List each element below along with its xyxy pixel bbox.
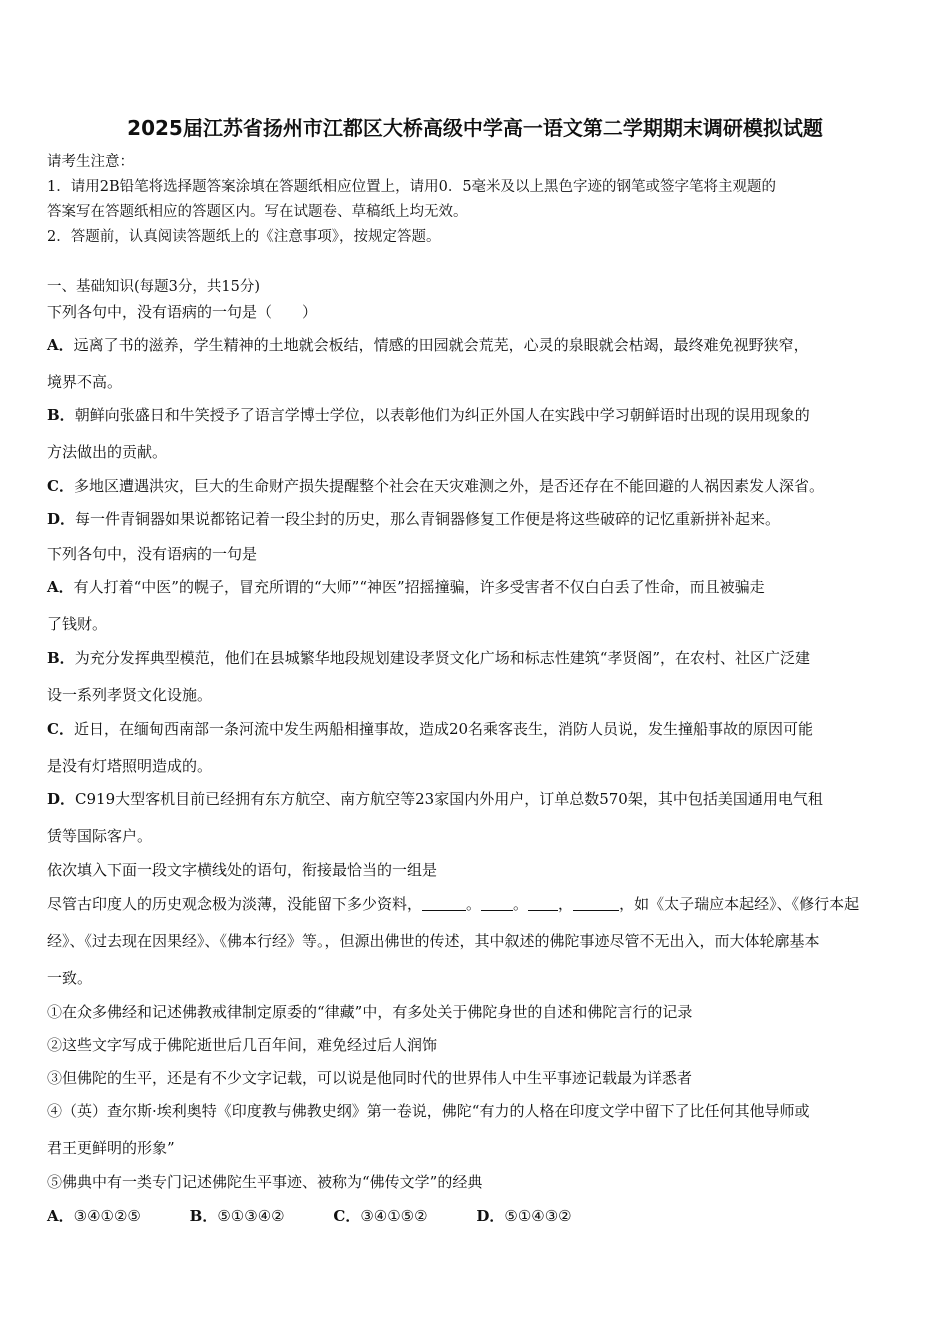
passage-text: ，如《太子瑞应本起经》、《修行本起 [619, 895, 860, 913]
option-text: 有人打着“中医”的幌子，冒充所谓的“大师”“神医”招摇撞骗，许多受害者不仅白白丢了性命，而且被骗走 [73, 578, 765, 596]
q1-option-a-cont: 境界不高。 [47, 373, 123, 391]
choice-a [47, 1207, 141, 1225]
q1-option-b [47, 406, 810, 424]
fill-blank [573, 896, 619, 911]
q3-sentence-2: ②这些文字写成于佛陀逝世后几百年间，难免经过后人润饰 [47, 1036, 438, 1054]
option-text: 为充分发挥典型模范，他们在县城繁华地段规划建设孝贤文化广场和标志性建筑“孝贤阁”，在农村、社区广泛建 [74, 649, 811, 667]
passage-text: 尽管古印度人的历史观念极为淡薄，没能留下多少资料， [47, 895, 423, 913]
q2-option-b [47, 649, 810, 667]
q3-stem: 依次填入下面一段文字横线处的语句，衔接最恰当的一组是 [47, 861, 438, 879]
q3-sentence-4-cont: 君王更鲜明的形象” [47, 1139, 175, 1157]
choice-d [476, 1207, 571, 1225]
passage-punct: 。 [466, 895, 482, 913]
choice-b [190, 1207, 285, 1225]
choice-text: ⑤①④③② [504, 1207, 572, 1225]
choice-text: ⑤①③④② [217, 1207, 285, 1225]
q1-stem: 下列各句中，没有语病的一句是（ ） [47, 303, 318, 321]
q1-option-c [47, 477, 824, 495]
q3-passage-line-3: 一致。 [47, 969, 93, 987]
fill-blank [422, 896, 466, 911]
q3-passage-line-1 [47, 895, 859, 913]
section-heading: 一、基础知识(每题3分，共15分) [47, 279, 260, 295]
option-text: 远离了书的滋养，学生精神的土地就会板结，情感的田园就会荒芜，心灵的泉眼就会枯竭，最终难免视野狭窄， [73, 336, 809, 354]
fill-blank [481, 896, 513, 911]
notice-item-1: 1．请用2B铅笔将选择题答案涂填在答题纸相应位置上，请用0．5毫米及以上黑色字迹的钢笔或签字笔将主观题的 [47, 179, 777, 195]
fill-blank [528, 896, 558, 911]
q2-option-c-cont: 是没有灯塔照明造成的。 [47, 757, 213, 775]
q2-option-b-cont: 设一系列孝贤文化设施。 [47, 686, 213, 704]
q3-sentence-4: ④（英）查尔斯·埃利奥特《印度教与佛教史纲》第一卷说，佛陀“有力的人格在印度文学中留下了比任何其他导师或 [47, 1102, 810, 1120]
option-label: A． [47, 578, 74, 596]
q3-sentence-3: ③但佛陀的生平，还是有不少文字记载，可以说是他同时代的世界伟人中生平事迹记载最为详悉者 [47, 1069, 693, 1087]
q2-stem: 下列各句中，没有语病的一句是 [47, 545, 258, 563]
option-text: 每一件青铜器如果说都铭记着一段尘封的历史，那么青铜器修复工作便是将这些破碎的记忆重新拼补起来。 [75, 510, 781, 528]
passage-punct: 。 [513, 895, 529, 913]
passage-punct: ， [558, 895, 574, 913]
notice-heading: 请考生注意： [47, 154, 134, 170]
option-label: D． [47, 510, 76, 528]
q2-option-a [47, 578, 765, 596]
option-label: C． [47, 477, 74, 495]
page-title: 2025届江苏省扬州市江都区大桥高级中学高一语文第二学期期末调研模拟试题 [127, 116, 823, 140]
choice-c [333, 1207, 427, 1225]
choice-text: ③④①⑤② [360, 1207, 428, 1225]
choice-text: ③④①②⑤ [73, 1207, 141, 1225]
q1-option-b-cont: 方法做出的贡献。 [47, 443, 168, 461]
q3-sentence-5: ⑤佛典中有一类专门记述佛陀生平事迹、被称为“佛传文学”的经典 [47, 1173, 483, 1191]
q1-option-d [47, 510, 780, 528]
choice-label: B． [189, 1207, 218, 1225]
option-text: 近日，在缅甸西南部一条河流中发生两船相撞事故，造成20名乘客丧生，消防人员说，发生撞船事故的原因可能 [73, 720, 814, 738]
option-label: B． [47, 406, 75, 424]
option-label: A． [47, 336, 74, 354]
option-text: 朝鲜向张盛日和牛笑授予了语言学博士学位，以表彰他们为纠正外国人在实践中学习朝鲜语时出现的误用现象的 [74, 406, 810, 424]
q2-option-a-cont: 了钱财。 [47, 615, 108, 633]
q2-option-c [47, 720, 813, 738]
option-label: C． [47, 720, 74, 738]
q2-option-d [47, 790, 823, 808]
option-label: D． [47, 790, 76, 808]
q3-passage-line-2: 经》、《过去现在因果经》、《佛本行经》等。，但源出佛世的传述，其中叙述的佛陀事迹尽管不无出入，而大体轮廓基本 [47, 932, 820, 950]
choice-label: C． [333, 1207, 361, 1225]
q1-option-a [47, 336, 809, 354]
notice-item-1-cont: 答案写在答题纸相应的答题区内。写在试题卷、草稿纸上均无效。 [47, 204, 468, 220]
notice-item-2: 2．答题前，认真阅读答题纸上的《注意事项》，按规定答题。 [47, 229, 441, 245]
q2-option-d-cont: 赁等国际客户。 [47, 827, 153, 845]
q3-sentence-1: ①在众多佛经和记述佛教戒律制定原委的“律藏”中，有多处关于佛陀身世的自述和佛陀言行的记录 [47, 1003, 693, 1021]
choice-label: A． [47, 1207, 74, 1225]
option-text: 多地区遭遇洪灾，巨大的生命财产损失提醒整个社会在天灾难测之外，是否还存在不能回避的人祸因素发人深省。 [73, 477, 824, 495]
option-label: B． [47, 649, 75, 667]
choice-label: D． [476, 1207, 505, 1225]
option-text: C919大型客机目前已经拥有东方航空、南方航空等23家国内外用户，订单总数570架，其中包括美国通用电气租 [75, 790, 823, 808]
q3-choices [47, 1207, 616, 1225]
